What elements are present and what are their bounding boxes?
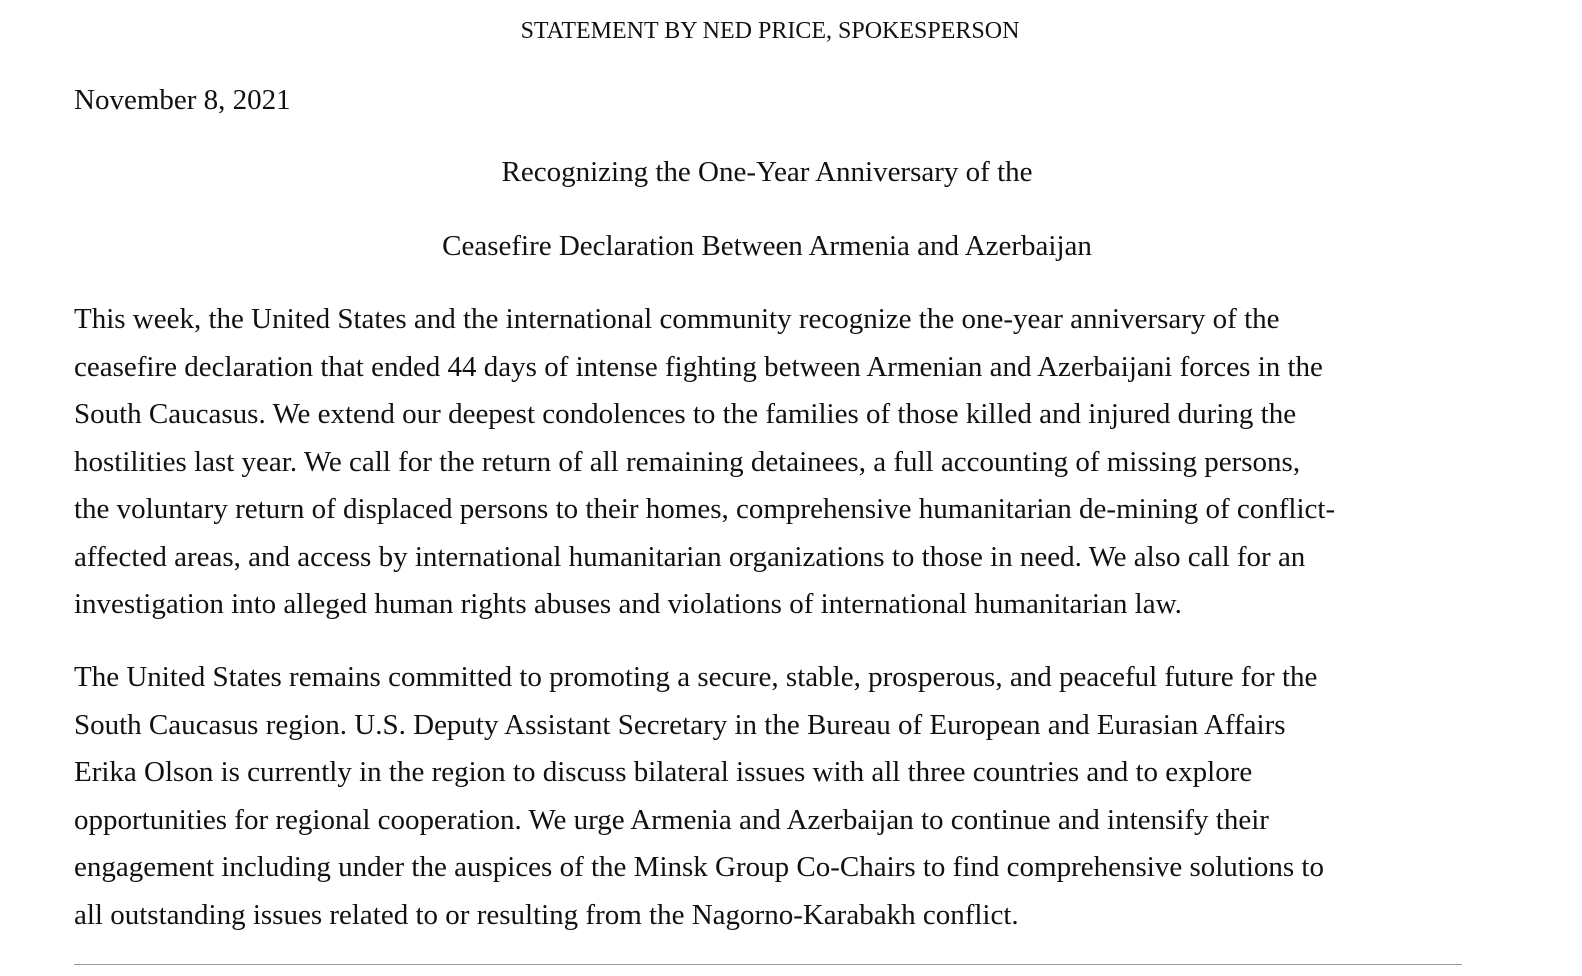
paragraph-line: ceasefire declaration that ended 44 days of intense fighting between Armenian and Azerbaijani forces in the bbox=[74, 350, 1323, 383]
paragraph-1 bbox=[74, 296, 1474, 629]
paragraph-line: investigation into alleged human rights abuses and violations of international humanitarian law. bbox=[74, 588, 1182, 620]
paragraph-line: Erika Olson is currently in the region to discuss bilateral issues with all three countries and to explore bbox=[74, 756, 1253, 788]
paragraph-line: This week, the United States and the international community recognize the one-year anniversary of the bbox=[74, 303, 1280, 335]
statement-date: November 8, 2021 bbox=[74, 84, 291, 116]
paragraph-line: all outstanding issues related to or resulting from the Nagorno-Karabakh conflict. bbox=[74, 898, 1019, 931]
paragraph-line: the voluntary return of displaced persons to their homes, comprehensive humanitarian de-mining of conflict- bbox=[74, 493, 1336, 525]
paragraph-line: opportunities for regional cooperation. We urge Armenia and Azerbaijan to continue and intensify their bbox=[74, 803, 1269, 836]
paragraph-line: South Caucasus. We extend our deepest condolences to the families of those killed and injured during the bbox=[74, 398, 1297, 430]
paragraph-line: hostilities last year. We call for the return of all remaining detainees, a full accounting of missing persons, bbox=[74, 445, 1301, 478]
paragraph-line: affected areas, and access by international humanitarian organizations to those in need. We also call for an bbox=[74, 540, 1306, 573]
paragraph-2 bbox=[74, 654, 1474, 939]
statement-header: STATEMENT BY NED PRICE, SPOKESPERSON bbox=[520, 18, 1020, 44]
statement-title-line-1: Recognizing the One-Year Anniversary of the bbox=[501, 156, 1033, 188]
bottom-divider bbox=[74, 964, 1462, 965]
statement-title-line-2: Ceasefire Declaration Between Armenia and Azerbaijan bbox=[442, 230, 1092, 262]
paragraph-line: engagement including under the auspices of the Minsk Group Co-Chairs to find comprehensive solutions to bbox=[74, 851, 1324, 883]
paragraph-line: The United States remains committed to promoting a secure, stable, prosperous, and peaceful future for the bbox=[74, 661, 1318, 693]
paragraph-line: South Caucasus region. U.S. Deputy Assistant Secretary in the Bureau of European and Eurasian Affairs bbox=[74, 708, 1286, 741]
